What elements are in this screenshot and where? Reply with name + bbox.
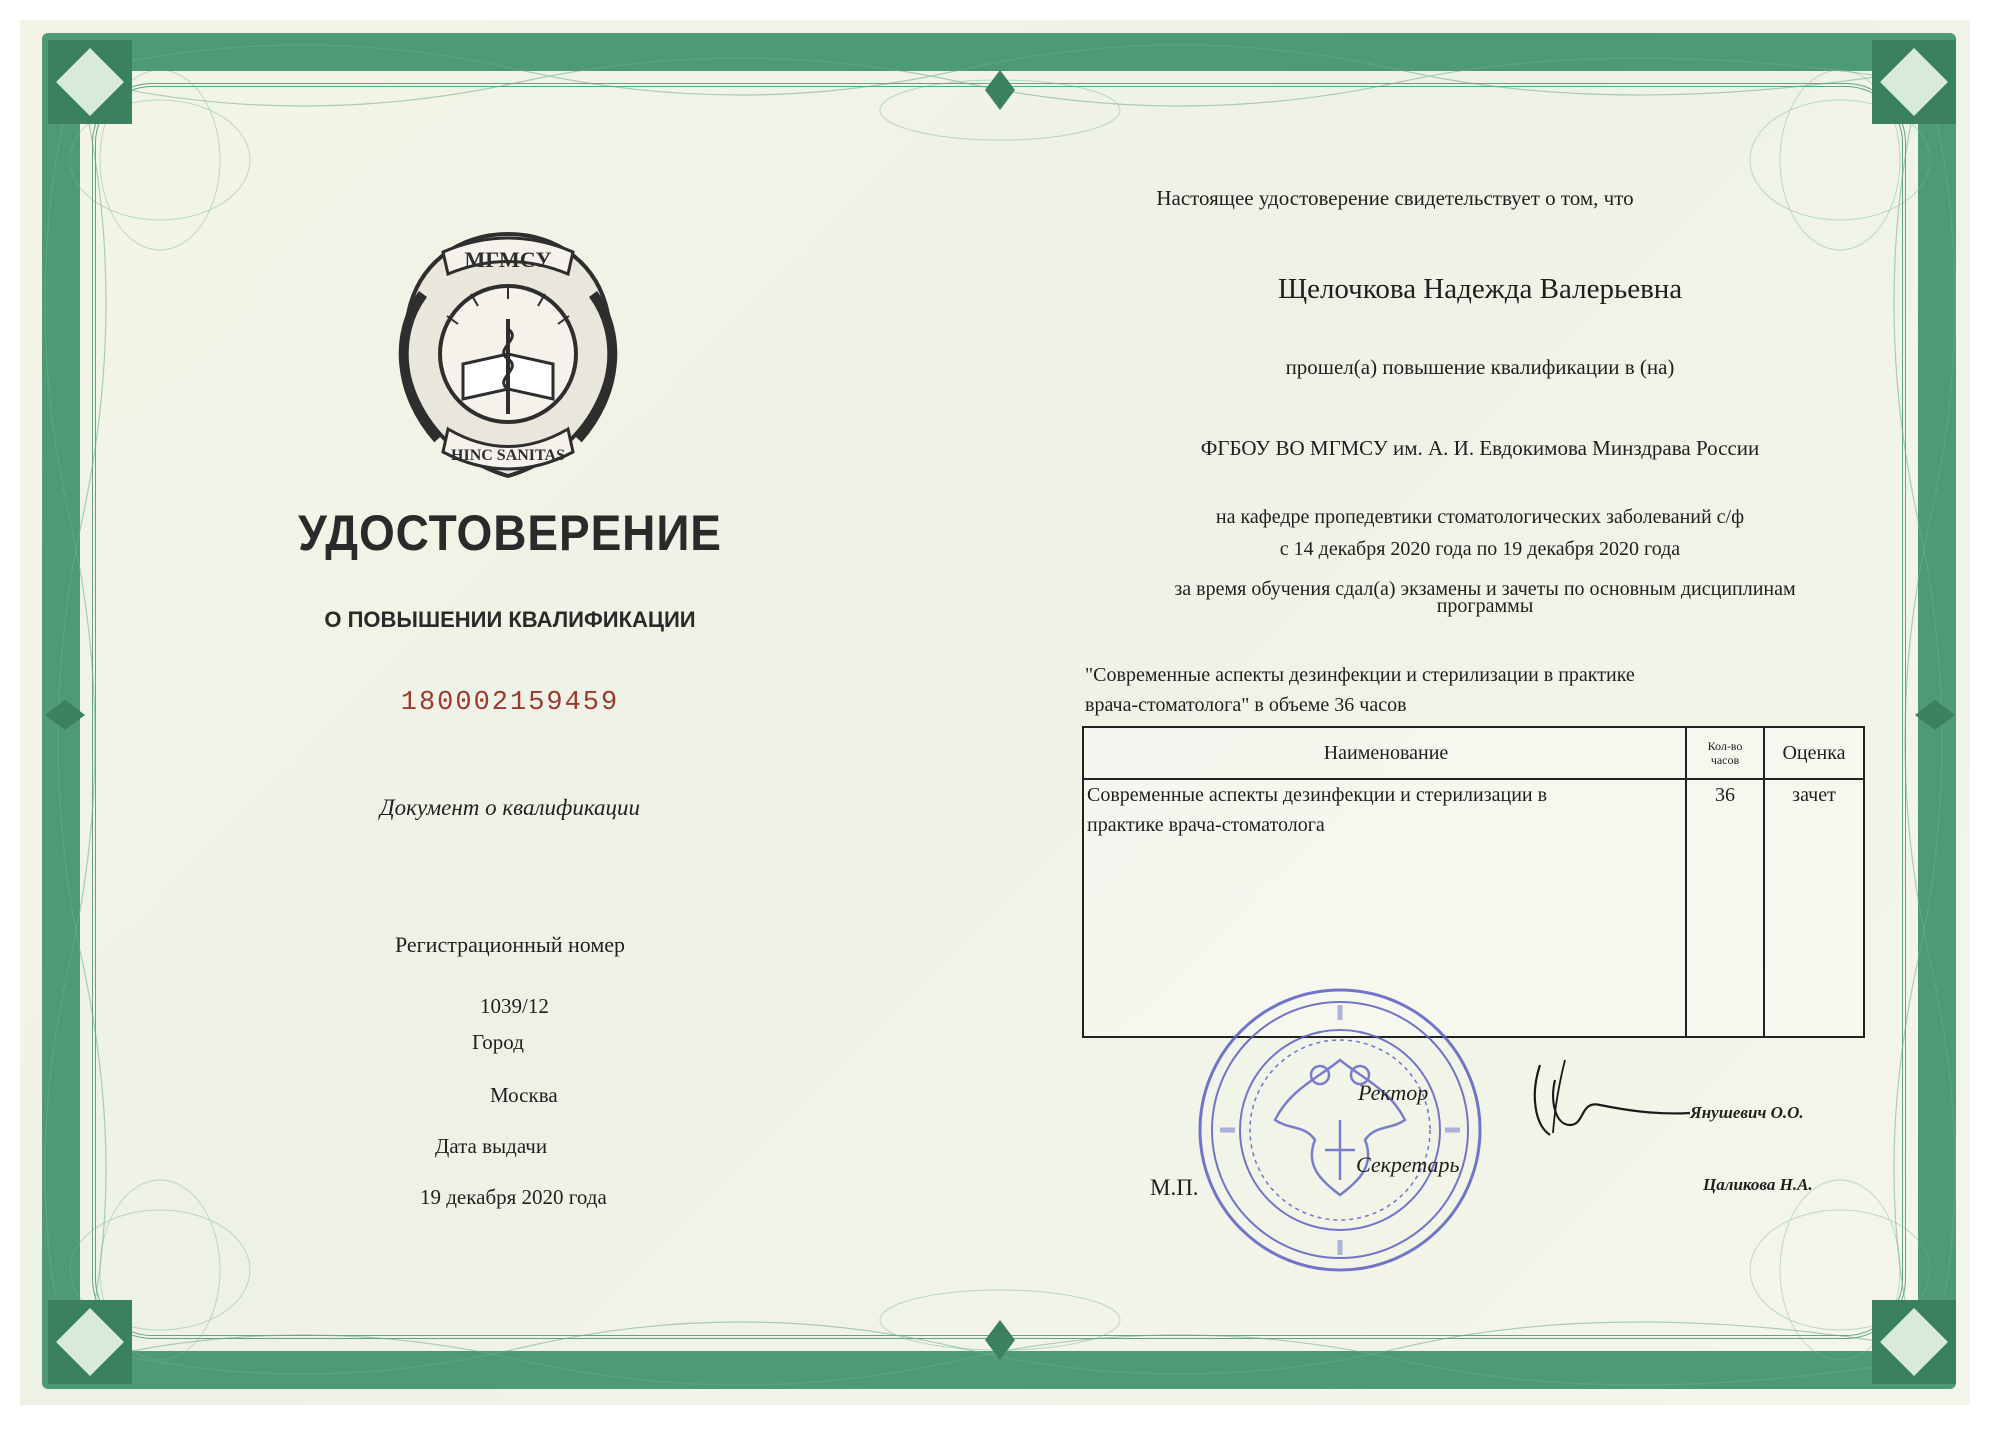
header-hours-line1: Кол-во <box>1707 739 1743 753</box>
department-text: на кафедре пропедевтики стоматологических заболеваний с/ф <box>1215 506 1745 528</box>
row-discipline-line1: Современные аспекты дезинфекции и стерилизации в <box>1087 784 1548 806</box>
corner-ornament-bottom-left <box>48 1300 132 1384</box>
official-seal-stamp <box>1190 980 1500 1280</box>
registration-label: Регистрационный номер <box>394 932 626 957</box>
organization-name: ФГБОУ ВО МГМСУ им. А. И. Евдокимова Минздрава России <box>1200 436 1760 460</box>
row-grade: зачет <box>1764 779 1864 1037</box>
exam-statement-line1: за время обучения сдал(а) экзамены и зачеты по основным дисциплинам <box>1174 578 1796 600</box>
secretary-label: Секретарь <box>1356 1152 1460 1177</box>
header-hours-line2: часов <box>1710 753 1740 767</box>
emblem-top-text: МГМСУ <box>464 247 552 272</box>
rector-label: Ректор <box>1358 1080 1429 1105</box>
intro-text: Настоящее удостоверение свидетельствует о том, что <box>1156 186 1634 210</box>
secretary-name: Цаликова Н.А. <box>1703 1175 1813 1194</box>
exam-statement <box>1085 578 1885 617</box>
corner-ornament-top-left <box>48 40 132 124</box>
emblem-motto: HINC SANITAS <box>451 447 565 464</box>
corner-ornament-top-right <box>1872 40 1956 124</box>
registration-number: 1039/12 <box>480 994 549 1018</box>
city-value: Москва <box>490 1083 558 1107</box>
serial-number: 180002159459 <box>400 688 620 718</box>
row-hours: 36 <box>1686 779 1764 1037</box>
program-title <box>1085 660 1785 720</box>
document-type: Документ о квалификации <box>379 795 641 820</box>
certificate-title: УДОСТОВЕРЕНИЕ <box>298 505 722 561</box>
issue-date-value: 19 декабря 2020 года <box>420 1185 607 1209</box>
grades-table-header <box>1083 727 1864 779</box>
header-grade: Оценка <box>1764 727 1864 779</box>
header-name: Наименование <box>1083 727 1686 779</box>
passed-text: прошел(а) повышение квалификации в (на) <box>1285 355 1675 379</box>
rector-name: Янушевич О.О. <box>1690 1103 1804 1122</box>
issue-date-label: Дата выдачи <box>435 1134 548 1158</box>
certificate-subtitle: О ПОВЫШЕНИИ КВАЛИФИКАЦИИ <box>324 607 696 632</box>
holder-full-name: Щелочкова Надежда Валерьевна <box>1277 273 1683 305</box>
seal-place-label: М.П. <box>1150 1175 1199 1200</box>
corner-ornament-bottom-right <box>1872 1300 1956 1384</box>
university-crest-icon <box>383 224 633 486</box>
program-title-line1: "Современные аспекты дезинфекции и стерилизации в практике <box>1085 664 1635 686</box>
row-discipline-line2: практике врача-стоматолога <box>1087 814 1325 836</box>
study-period: с 14 декабря 2020 года по 19 декабря 2020 года <box>1279 538 1681 560</box>
program-title-line2: врача-стоматолога" в объеме 36 часов <box>1085 694 1407 716</box>
rector-signature <box>1525 1055 1695 1140</box>
exam-statement-line2: программы <box>1436 595 1534 617</box>
header-hours <box>1686 727 1764 779</box>
city-label: Город <box>472 1030 524 1054</box>
